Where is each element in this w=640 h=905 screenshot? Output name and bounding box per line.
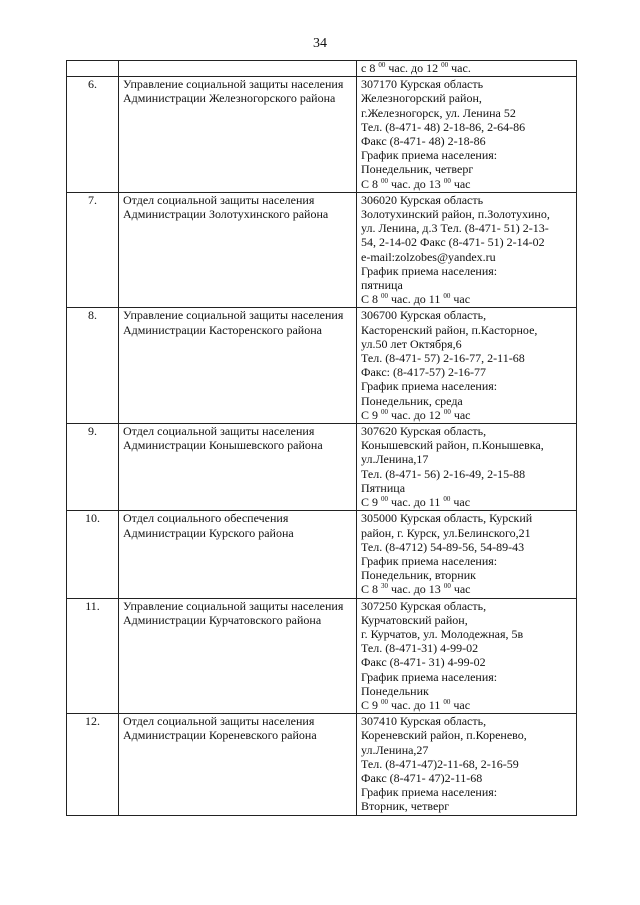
contact-text: 305000 Курская область, Курский (361, 511, 533, 526)
contact-cell (357, 511, 577, 598)
contact-line (361, 728, 572, 742)
contact-text: ул.Ленина,17 (361, 452, 429, 467)
contact-text: 54, 2-14-02 Факс (8-471- 51) 2-14-02 (361, 235, 545, 250)
contact-line (361, 799, 572, 813)
contact-text: 306700 Курская область, (361, 308, 487, 323)
contact-text: Пятница (361, 480, 406, 495)
contact-text: С 8 (361, 582, 382, 597)
contact-text: 307410 Курская область, (361, 714, 487, 729)
contact-cell (357, 192, 577, 308)
contact-line (361, 394, 572, 408)
contact-line (361, 568, 572, 582)
contact-line (361, 641, 572, 655)
contact-text: пятница (361, 278, 403, 293)
office-name-cell: Отдел социальной защиты населения Администрации Кореневского района (119, 714, 357, 815)
contact-line (361, 670, 572, 684)
time-superscript: 00 (381, 697, 389, 706)
contact-line (361, 511, 572, 525)
contact-text: час (450, 697, 471, 712)
contact-text: Конышевский район, п.Конышевка, (361, 438, 544, 453)
contact-line (361, 714, 572, 728)
contact-text: Тел. (8-471-31) 4-99-02 (361, 641, 479, 656)
time-superscript: 00 (378, 61, 386, 69)
office-name-cell: Отдел социальной защиты населения Администрации Конышевского района (119, 424, 357, 511)
table-row (67, 192, 577, 308)
contact-text: ул.Ленина,27 (361, 742, 429, 757)
contact-line (361, 61, 572, 75)
table-row (67, 714, 577, 815)
contact-line (361, 148, 572, 162)
table-row (67, 77, 577, 193)
contact-line (361, 337, 572, 351)
contact-text: час. до 12 (388, 407, 444, 422)
contact-text: час (450, 407, 471, 422)
contact-line (361, 526, 572, 540)
table-row (67, 511, 577, 598)
time-superscript: 00 (381, 407, 389, 416)
office-name-cell: Управление социальной защиты населения Администрации Касторенского района (119, 308, 357, 424)
office-name-cell: Отдел социального обеспечения Администрации Курского района (119, 511, 357, 598)
contact-cell (357, 714, 577, 815)
time-superscript: 00 (443, 176, 451, 185)
contact-text: район, г. Курск, ул.Белинского,21 (361, 525, 531, 540)
row-number-cell: 10. (67, 511, 119, 598)
office-name-cell: Отдел социальной защиты населения Администрации Золотухинского района (119, 192, 357, 308)
time-superscript: 00 (443, 407, 451, 416)
time-superscript: 00 (381, 176, 389, 185)
contact-text: ул.50 лет Октября,6 (361, 336, 462, 351)
contact-line (361, 613, 572, 627)
contact-text: График приема населения: (361, 148, 498, 163)
contact-line (361, 467, 572, 481)
time-superscript: 00 (443, 495, 451, 504)
contact-text: С 8 (361, 292, 382, 307)
contact-text: График приема населения: (361, 785, 498, 800)
contact-text: ул. Ленина, д.3 Тел. (8-471- 51) 2-13- (361, 221, 549, 236)
contact-text: График приема населения: (361, 553, 498, 568)
contact-line (361, 77, 572, 91)
time-superscript: 00 (441, 61, 449, 69)
contact-text: С 9 (361, 407, 382, 422)
contact-text: час. до 11 (388, 495, 444, 510)
contact-line (361, 323, 572, 337)
contact-line (361, 91, 572, 105)
contact-line (361, 452, 572, 466)
contact-line (361, 250, 572, 264)
contact-line (361, 684, 572, 698)
contact-text: Факс (8-471- 48) 2-18-86 (361, 134, 486, 149)
contact-text: час. до 11 (388, 292, 444, 307)
contact-line (361, 408, 572, 422)
time-superscript: 00 (381, 292, 389, 301)
contact-line (361, 193, 572, 207)
time-superscript: 00 (443, 582, 451, 591)
office-name-cell: Управление социальной защиты населения Администрации Курчатовского района (119, 598, 357, 714)
table-row-continuation (67, 61, 577, 77)
time-superscript: 30 (381, 582, 389, 591)
contact-text: Золотухинский район, п.Золотухино, (361, 207, 550, 222)
contact-line (361, 308, 572, 322)
row-number-cell: 11. (67, 598, 119, 714)
offices-table (66, 60, 577, 816)
contact-cell (357, 77, 577, 193)
time-superscript: 00 (381, 495, 389, 504)
contact-text: 307170 Курская область (361, 77, 484, 92)
page-number: 34 (313, 36, 327, 51)
contact-line (361, 351, 572, 365)
contact-text: час. до 11 (388, 697, 444, 712)
contact-line (361, 481, 572, 495)
contact-text: С 9 (361, 495, 382, 510)
contact-text: Кореневский район, п.Коренево, (361, 728, 527, 743)
contact-cell (357, 61, 577, 77)
contact-line (361, 785, 572, 799)
contact-text: 307250 Курская область, (361, 598, 487, 613)
contact-text: Касторенский район, п.Касторное, (361, 322, 538, 337)
contact-line (361, 235, 572, 249)
contact-text: Вторник, четверг (361, 799, 450, 814)
contact-line (361, 134, 572, 148)
contact-line (361, 438, 572, 452)
contact-line (361, 582, 572, 596)
office-name-cell (119, 61, 357, 77)
contact-line (361, 292, 572, 306)
contact-line (361, 554, 572, 568)
row-number-cell: 12. (67, 714, 119, 815)
contact-text: Факс (8-471- 47)2-11-68 (361, 770, 483, 785)
time-superscript: 00 (443, 292, 451, 301)
contact-text: Тел. (8-4712) 54-89-56, 54-89-43 (361, 539, 525, 554)
contact-line (361, 771, 572, 785)
contact-line (361, 221, 572, 235)
contact-line (361, 655, 572, 669)
contact-line (361, 162, 572, 176)
row-number-cell: 8. (67, 308, 119, 424)
contact-text: График приема населения: (361, 669, 498, 684)
contact-text: График приема населения: (361, 263, 498, 278)
contact-line (361, 540, 572, 554)
contact-cell (357, 424, 577, 511)
contact-text: г. Курчатов, ул. Молодежная, 5в (361, 626, 524, 641)
contact-line (361, 698, 572, 712)
row-number-cell: 9. (67, 424, 119, 511)
contact-text: Тел. (8-471- 48) 2-18-86, 2-64-86 (361, 119, 526, 134)
contact-text: Тел. (8-471-47)2-11-68, 2-16-59 (361, 756, 519, 771)
contact-text: e-mail:zolzobes@yandex.ru (361, 249, 496, 264)
contact-text: График приема населения: (361, 379, 498, 394)
contact-cell (357, 598, 577, 714)
contact-text: час (450, 292, 471, 307)
contact-text: Факс (8-471- 31) 4-99-02 (361, 655, 486, 670)
contact-text: Курчатовский район, (361, 612, 468, 627)
contact-line (361, 365, 572, 379)
contact-text: г.Железногорск, ул. Ленина 52 (361, 105, 516, 120)
contact-line (361, 106, 572, 120)
row-number-cell: 6. (67, 77, 119, 193)
contact-line (361, 177, 572, 191)
row-number-cell (67, 61, 119, 77)
contact-text: час. до 13 (388, 176, 444, 191)
contact-text: 307620 Курская область, (361, 424, 487, 439)
contact-line (361, 757, 572, 771)
contact-line (361, 207, 572, 221)
contact-line (361, 743, 572, 757)
contact-text: 306020 Курская область (361, 192, 484, 207)
contact-text: с 8 (361, 61, 379, 75)
contact-text: Понедельник, среда (361, 393, 463, 408)
contact-line (361, 424, 572, 438)
contact-text: Тел. (8-471- 56) 2-16-49, 2-15-88 (361, 466, 526, 481)
contact-line (361, 599, 572, 613)
contact-text: Факс: (8-417-57) 2-16-77 (361, 365, 486, 380)
contact-line (361, 379, 572, 393)
office-name-cell: Управление социальной защиты населения Администрации Железногорского района (119, 77, 357, 193)
row-number-cell: 7. (67, 192, 119, 308)
contact-text: С 8 (361, 176, 382, 191)
contact-text: Тел. (8-471- 57) 2-16-77, 2-11-68 (361, 351, 525, 366)
contact-text: Понедельник (361, 683, 429, 698)
contact-line (361, 278, 572, 292)
contact-text: час. (448, 61, 471, 75)
table-row (67, 424, 577, 511)
contact-text: час. до 12 (385, 61, 442, 75)
contact-text: час (450, 176, 471, 191)
contact-text: час. до 13 (388, 582, 444, 597)
table-row (67, 598, 577, 714)
contact-line (361, 120, 572, 134)
contact-text: Понедельник, четверг (361, 162, 474, 177)
contact-line (361, 627, 572, 641)
contact-text: Понедельник, вторник (361, 568, 476, 583)
contact-text: час (450, 495, 471, 510)
offices-table-body (67, 61, 577, 816)
contact-text: час (450, 582, 471, 597)
contact-cell (357, 308, 577, 424)
table-row (67, 308, 577, 424)
contact-text: С 9 (361, 697, 382, 712)
time-superscript: 00 (443, 697, 451, 706)
contact-line (361, 495, 572, 509)
contact-line (361, 264, 572, 278)
contact-text: Железногорский район, (361, 91, 482, 106)
